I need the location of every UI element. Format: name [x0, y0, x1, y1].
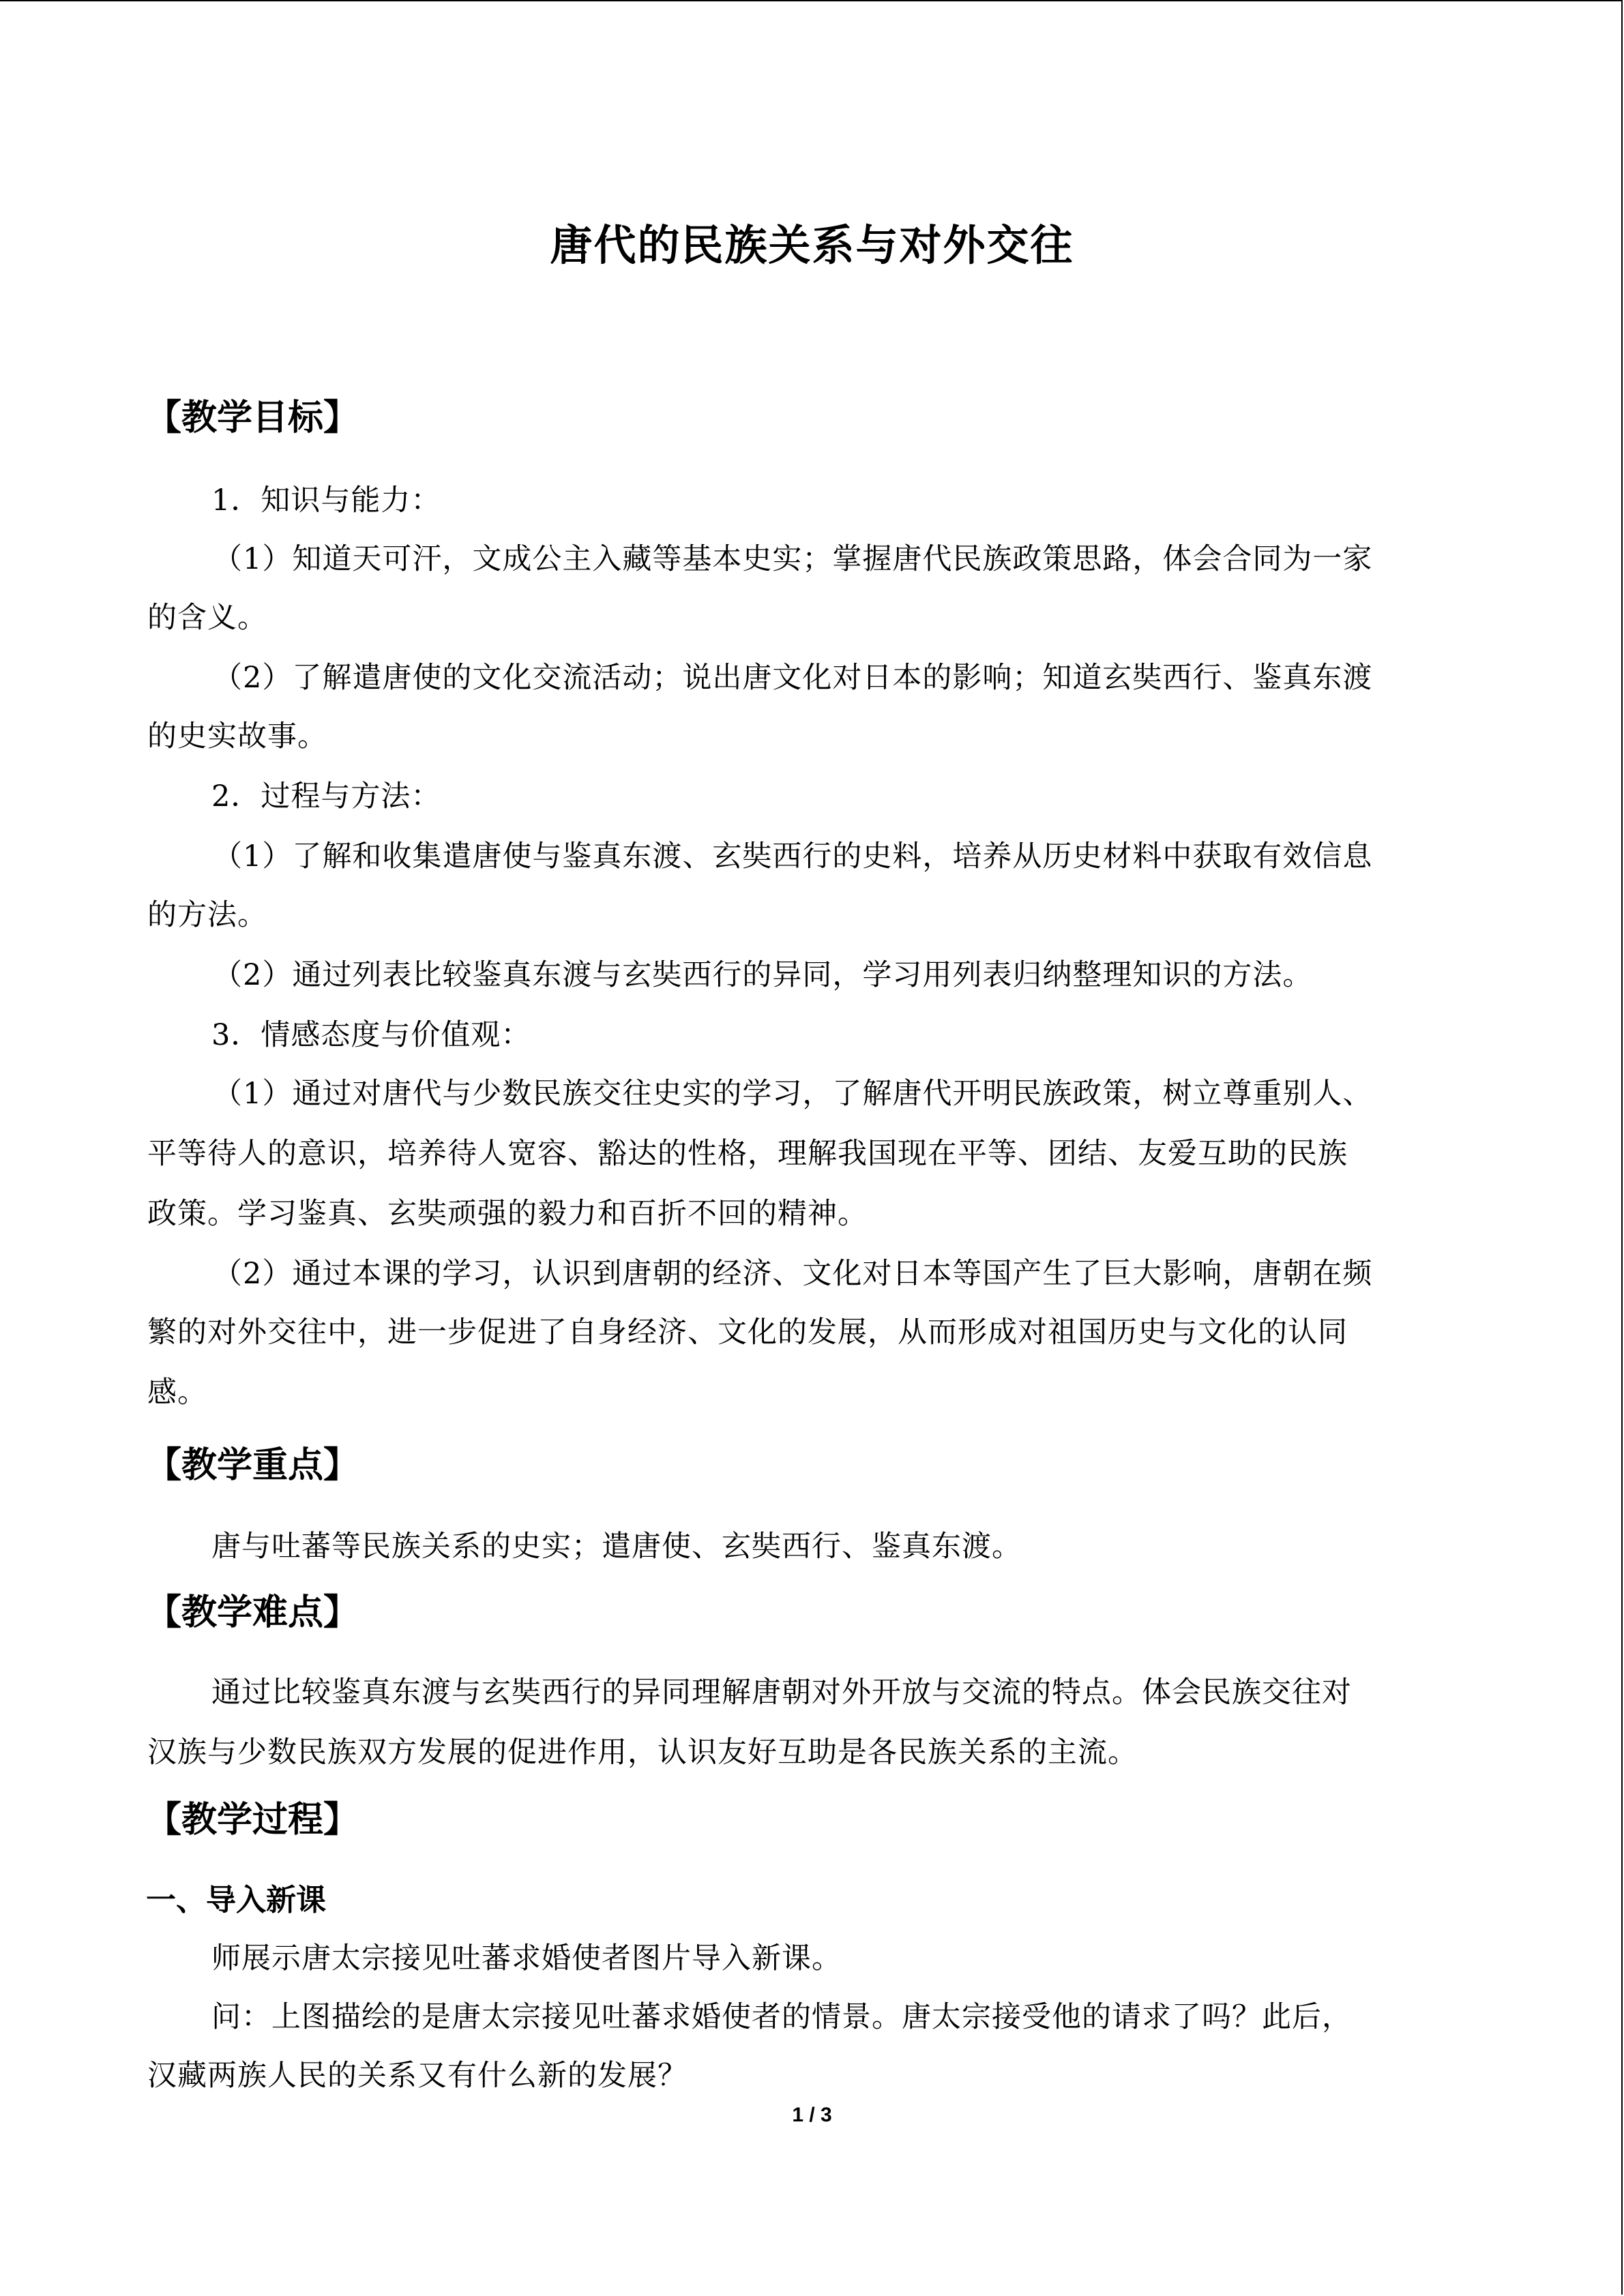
paragraph-line: 唐与吐蕃等民族关系的史实；遣唐使、玄奘西行、鉴真东渡。 — [211, 1530, 1022, 1564]
paragraph-line: （2）通过本课的学习，认识到唐朝的经济、文化对日本等国产生了巨大影响，唐朝在频 — [213, 1257, 1373, 1291]
paragraph-line: 通过比较鉴真东渡与玄奘西行的异同理解唐朝对外开放与交流的特点。体会民族交往对 — [211, 1675, 1352, 1710]
paragraph-line: 汉族与少数民族双方发展的促进作用，认识友好互助是各民族关系的主流。 — [147, 1735, 1138, 1770]
section-heading-difficulties: 【教学难点】 — [146, 1592, 359, 1633]
section-heading-process: 【教学过程】 — [146, 1800, 359, 1840]
section-heading-objectives: 【教学目标】 — [146, 398, 359, 438]
paragraph-line: 感。 — [147, 1375, 207, 1410]
section-heading-key-points: 【教学重点】 — [146, 1445, 359, 1486]
paragraph-line: 政策。学习鉴真、玄奘顽强的毅力和百折不回的精神。 — [147, 1197, 868, 1231]
paragraph-line: 的史实故事。 — [147, 719, 327, 754]
paragraph-line: （2）了解遣唐使的文化交流活动；说出唐文化对日本的影响；知道玄奘西行、鉴真东渡 — [213, 661, 1373, 695]
sub-heading-intro: 一、导入新课 — [146, 1883, 326, 1918]
paragraph-line: 平等待人的意识，培养待人宽容、豁达的性格，理解我国现在平等、团结、友爱互助的民族 — [147, 1137, 1348, 1171]
objective-item-3-label: 3．情感态度与价值观： — [211, 1018, 531, 1052]
paragraph-line: （2）通过列表比较鉴真东渡与玄奘西行的异同，学习用列表归纳整理知识的方法。 — [213, 958, 1313, 992]
paragraph-line: （1）通过对唐代与少数民族交往史实的学习，了解唐代开明民族政策，树立尊重别人、 — [213, 1077, 1373, 1111]
paragraph-line: （1）了解和收集遣唐使与鉴真东渡、玄奘西行的史料，培养从历史材料中获取有效信息 — [213, 839, 1373, 874]
paragraph-line: （1）知道天可汗，文成公主入藏等基本史实；掌握唐代民族政策思路，体会合同为一家 — [213, 542, 1373, 576]
document-title: 唐代的民族关系与对外交往 — [550, 220, 1074, 270]
paragraph-line: 问：上图描绘的是唐太宗接见吐蕃求婚使者的情景。唐太宗接受他的请求了吗？此后， — [211, 2000, 1352, 2034]
paragraph-line: 的方法。 — [147, 898, 267, 932]
page-number: 1 / 3 — [792, 2104, 832, 2126]
paragraph-line: 师展示唐太宗接见吐蕃求婚使者图片导入新课。 — [211, 1941, 842, 1976]
paragraph-line: 汉藏两族人民的关系又有什么新的发展？ — [147, 2059, 688, 2093]
objective-item-2-label: 2．过程与方法： — [211, 779, 441, 814]
paragraph-line: 的含义。 — [147, 601, 267, 635]
objective-item-1-label: 1．知识与能力： — [211, 483, 441, 518]
paragraph-line: 繁的对外交往中，进一步促进了自身经济、文化的发展，从而形成对祖国历史与文化的认同 — [147, 1315, 1348, 1350]
